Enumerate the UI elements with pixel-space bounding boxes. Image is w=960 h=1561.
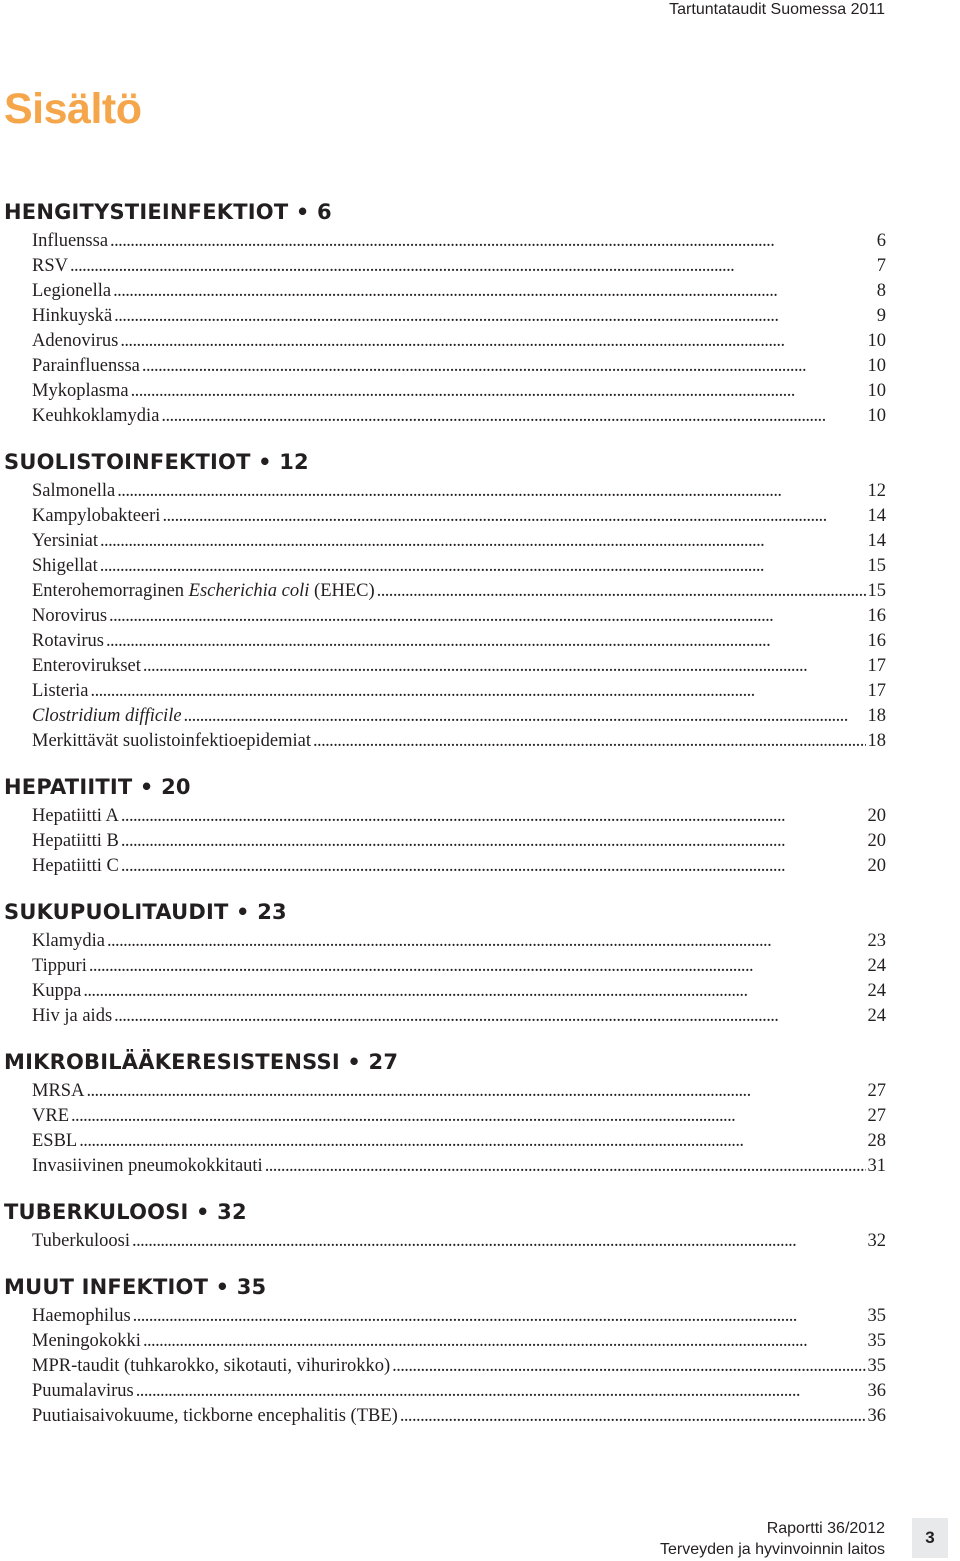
- toc-entry-label: [32, 704, 182, 729]
- toc-entry-label-suffix: (EHEC): [309, 581, 375, 601]
- toc-entry-label: ESBL: [32, 1131, 78, 1151]
- toc-entry[interactable]: [32, 954, 886, 979]
- toc-entry[interactable]: [32, 1129, 886, 1154]
- dot-leader: [106, 629, 866, 654]
- toc-entry-label: Enterovirukset: [32, 656, 141, 676]
- toc-entry-label: Puutiaisaivokuume, tickborne encephalitis (TBE): [32, 1406, 398, 1426]
- toc-entry-page: 35: [867, 1356, 886, 1376]
- toc-entry-label: Rotavirus: [32, 631, 104, 651]
- dot-leader: [131, 379, 866, 404]
- dot-leader: [132, 1229, 865, 1254]
- toc-entry-label: Merkittävät suolistoinfektioepidemiat: [32, 731, 311, 751]
- toc-entry-page: 36: [867, 1381, 886, 1401]
- toc-entry[interactable]: [32, 1104, 886, 1129]
- toc-entry[interactable]: [32, 829, 886, 854]
- toc-entry[interactable]: [32, 1304, 886, 1329]
- toc-entry-label-italic: Escherichia coli: [188, 581, 310, 601]
- toc-entry-page: 28: [867, 1131, 886, 1151]
- toc-entry-page: 27: [867, 1081, 886, 1101]
- toc-entry-page: 9: [876, 306, 886, 326]
- toc-entry-label: Parainfluenssa: [32, 356, 140, 376]
- dot-leader: [100, 529, 866, 554]
- toc-section: [4, 897, 886, 1029]
- dot-leader: [133, 1304, 866, 1329]
- toc-entry-page: 24: [867, 1006, 886, 1026]
- toc-entry-page: 16: [867, 606, 886, 626]
- toc-entry-label: Legionella: [32, 281, 112, 301]
- toc-entry[interactable]: [32, 504, 886, 529]
- toc-entry-page: 7: [876, 256, 886, 276]
- section-heading: SUOLISTOINFEKTIOT • 12: [4, 450, 309, 474]
- toc-entry-label: Hepatiitti A: [32, 806, 119, 826]
- toc-entry-page: 6: [876, 231, 886, 251]
- toc-entry[interactable]: [32, 1079, 886, 1104]
- toc-entry-label: Shigellat: [32, 556, 98, 576]
- toc-section: [4, 197, 886, 429]
- toc-entry-label: Tippuri: [32, 956, 87, 976]
- toc-entry-label: MRSA: [32, 1081, 85, 1101]
- toc-entry-label: Influenssa: [32, 231, 109, 251]
- dot-leader: [89, 954, 866, 979]
- toc-entry[interactable]: [32, 679, 886, 704]
- toc-entry-label: VRE: [32, 1106, 69, 1126]
- toc-entry-label: Mykoplasma: [32, 381, 129, 401]
- toc-entry[interactable]: [32, 254, 886, 279]
- toc-entry-page: 16: [867, 631, 886, 651]
- dot-leader: [79, 1129, 865, 1154]
- toc-entry[interactable]: [32, 1404, 886, 1429]
- dot-leader: [162, 504, 865, 529]
- toc-entry-label: Puumalavirus: [32, 1381, 134, 1401]
- toc-entry-label: Hepatiitti B: [32, 831, 119, 851]
- dot-leader: [265, 1154, 866, 1179]
- toc-entry-label: Kampylobakteeri: [32, 506, 161, 526]
- dot-leader: [71, 1104, 866, 1129]
- table-of-contents: [4, 197, 886, 1429]
- dot-leader: [107, 929, 866, 954]
- toc-entry[interactable]: [32, 579, 886, 604]
- toc-entry-page: 24: [867, 981, 886, 1001]
- toc-section: [4, 1272, 886, 1429]
- toc-entry-page: 36: [867, 1406, 886, 1426]
- toc-entry-page: 18: [867, 706, 886, 726]
- toc-entry-label: [32, 579, 375, 604]
- toc-entry[interactable]: [32, 554, 886, 579]
- footer-report-number: Raportti 36/2012: [766, 1520, 885, 1537]
- toc-entry[interactable]: [32, 704, 886, 729]
- dot-leader: [114, 304, 875, 329]
- toc-entry[interactable]: [32, 1004, 886, 1029]
- toc-entry-label: Tuberkuloosi: [32, 1231, 131, 1251]
- page-title: Sisältö: [4, 85, 142, 133]
- toc-entry-page: 35: [867, 1306, 886, 1326]
- dot-leader: [91, 679, 866, 704]
- toc-entry-page: 32: [867, 1231, 886, 1251]
- toc-entry-label: Yersiniat: [32, 531, 98, 551]
- dot-leader: [109, 604, 865, 629]
- footer-organization: Terveyden ja hyvinvoinnin laitos: [659, 1541, 885, 1558]
- toc-entry[interactable]: [32, 1229, 886, 1254]
- toc-section: [4, 1197, 886, 1254]
- toc-entry[interactable]: [32, 404, 886, 429]
- section-heading: MUUT INFEKTIOT • 35: [4, 1275, 267, 1299]
- toc-entry[interactable]: [32, 379, 886, 404]
- dot-leader: [377, 579, 866, 604]
- toc-entry[interactable]: [32, 979, 886, 1004]
- toc-entry[interactable]: [32, 854, 886, 879]
- toc-entry-page: 24: [867, 956, 886, 976]
- toc-entry[interactable]: [32, 354, 886, 379]
- toc-entry-label: Hiv ja aids: [32, 1006, 113, 1026]
- dot-leader: [143, 1329, 866, 1354]
- dot-leader: [117, 479, 865, 504]
- toc-entry-page: 15: [867, 556, 886, 576]
- dot-leader: [113, 279, 875, 304]
- toc-entry-page: 20: [867, 806, 886, 826]
- section-heading: SUKUPUOLITAUDIT • 23: [4, 900, 287, 924]
- toc-entry-label: Kuppa: [32, 981, 82, 1001]
- dot-leader: [313, 729, 866, 754]
- dot-leader: [392, 1354, 865, 1379]
- dot-leader: [83, 979, 865, 1004]
- toc-entry-label: Klamydia: [32, 931, 105, 951]
- toc-entry-page: 10: [867, 331, 886, 351]
- toc-entry-label-italic: Clostridium difficile: [32, 706, 182, 726]
- toc-entry-label: Salmonella: [32, 481, 116, 501]
- dot-leader: [120, 329, 865, 354]
- toc-entry[interactable]: [32, 329, 886, 354]
- toc-entry[interactable]: [32, 529, 886, 554]
- toc-entry-page: 27: [867, 1106, 886, 1126]
- section-heading: TUBERKULOOSI • 32: [4, 1200, 247, 1224]
- dot-leader: [121, 804, 866, 829]
- dot-leader: [121, 854, 866, 879]
- dot-leader: [100, 554, 866, 579]
- toc-entry-label: Listeria: [32, 681, 89, 701]
- dot-leader: [400, 1404, 866, 1429]
- toc-entry-page: 23: [867, 931, 886, 951]
- toc-entry-page: 35: [867, 1331, 886, 1351]
- toc-entry-page: 20: [867, 856, 886, 876]
- dot-leader: [70, 254, 875, 279]
- toc-entry-label: Invasiivinen pneumokokkitauti: [32, 1156, 263, 1176]
- toc-entry-page: 20: [867, 831, 886, 851]
- section-heading: HENGITYSTIEINFEKTIOT • 6: [4, 200, 332, 224]
- toc-entry-label: Meningokokki: [32, 1331, 141, 1351]
- toc-entry-page: 10: [867, 381, 886, 401]
- toc-entry[interactable]: [32, 629, 886, 654]
- toc-entry-page: 10: [867, 356, 886, 376]
- dot-leader: [136, 1379, 866, 1404]
- toc-entry-page: 8: [876, 281, 886, 301]
- dot-leader: [114, 1004, 865, 1029]
- toc-entry[interactable]: [32, 929, 886, 954]
- page-number: 3: [912, 1518, 948, 1558]
- toc-entry-page: 15: [867, 581, 886, 601]
- section-heading: MIKROBILÄÄKERESISTENSSI • 27: [4, 1050, 399, 1074]
- dot-leader: [142, 354, 866, 379]
- toc-entry-page: 10: [867, 406, 886, 426]
- toc-entry-page: 17: [867, 656, 886, 676]
- toc-entry-label: MPR-taudit (tuhkarokko, sikotauti, vihurirokko): [32, 1356, 391, 1376]
- dot-leader: [86, 1079, 865, 1104]
- toc-entry-page: 12: [867, 481, 886, 501]
- toc-entry-label: Haemophilus: [32, 1306, 131, 1326]
- dot-leader: [143, 654, 866, 679]
- toc-entry-page: 18: [867, 731, 886, 751]
- toc-entry-label: Norovirus: [32, 606, 108, 626]
- toc-entry[interactable]: [32, 729, 886, 754]
- toc-entry-page: 14: [867, 506, 886, 526]
- toc-entry[interactable]: [32, 1154, 886, 1179]
- toc-section: [4, 447, 886, 754]
- toc-entry[interactable]: [32, 1329, 886, 1354]
- toc-entry[interactable]: [32, 804, 886, 829]
- toc-entry-label: Hinkuyskä: [32, 306, 113, 326]
- toc-entry[interactable]: [32, 1354, 886, 1379]
- toc-entry[interactable]: [32, 229, 886, 254]
- toc-section: [4, 1047, 886, 1179]
- toc-entry-page: 31: [867, 1156, 886, 1176]
- toc-entry[interactable]: [32, 479, 886, 504]
- dot-leader: [184, 704, 866, 729]
- toc-entry-label-text: Enterohemorraginen: [32, 581, 189, 601]
- toc-entry[interactable]: [32, 654, 886, 679]
- toc-entry-label: Hepatiitti C: [32, 856, 119, 876]
- toc-entry[interactable]: [32, 304, 886, 329]
- toc-entry[interactable]: [32, 604, 886, 629]
- toc-entry-label: Keuhkoklamydia: [32, 406, 160, 426]
- section-heading: HEPATIITIT • 20: [4, 775, 191, 799]
- dot-leader: [121, 829, 866, 854]
- toc-entry-page: 14: [867, 531, 886, 551]
- toc-entry-label: Adenovirus: [32, 331, 119, 351]
- dot-leader: [110, 229, 875, 254]
- toc-entry-label: RSV: [32, 256, 68, 276]
- toc-entry-page: 17: [867, 681, 886, 701]
- toc-section: [4, 772, 886, 879]
- toc-entry[interactable]: [32, 279, 886, 304]
- dot-leader: [161, 404, 865, 429]
- toc-entry[interactable]: [32, 1379, 886, 1404]
- running-header: Tartuntataudit Suomessa 2011: [669, 1, 885, 18]
